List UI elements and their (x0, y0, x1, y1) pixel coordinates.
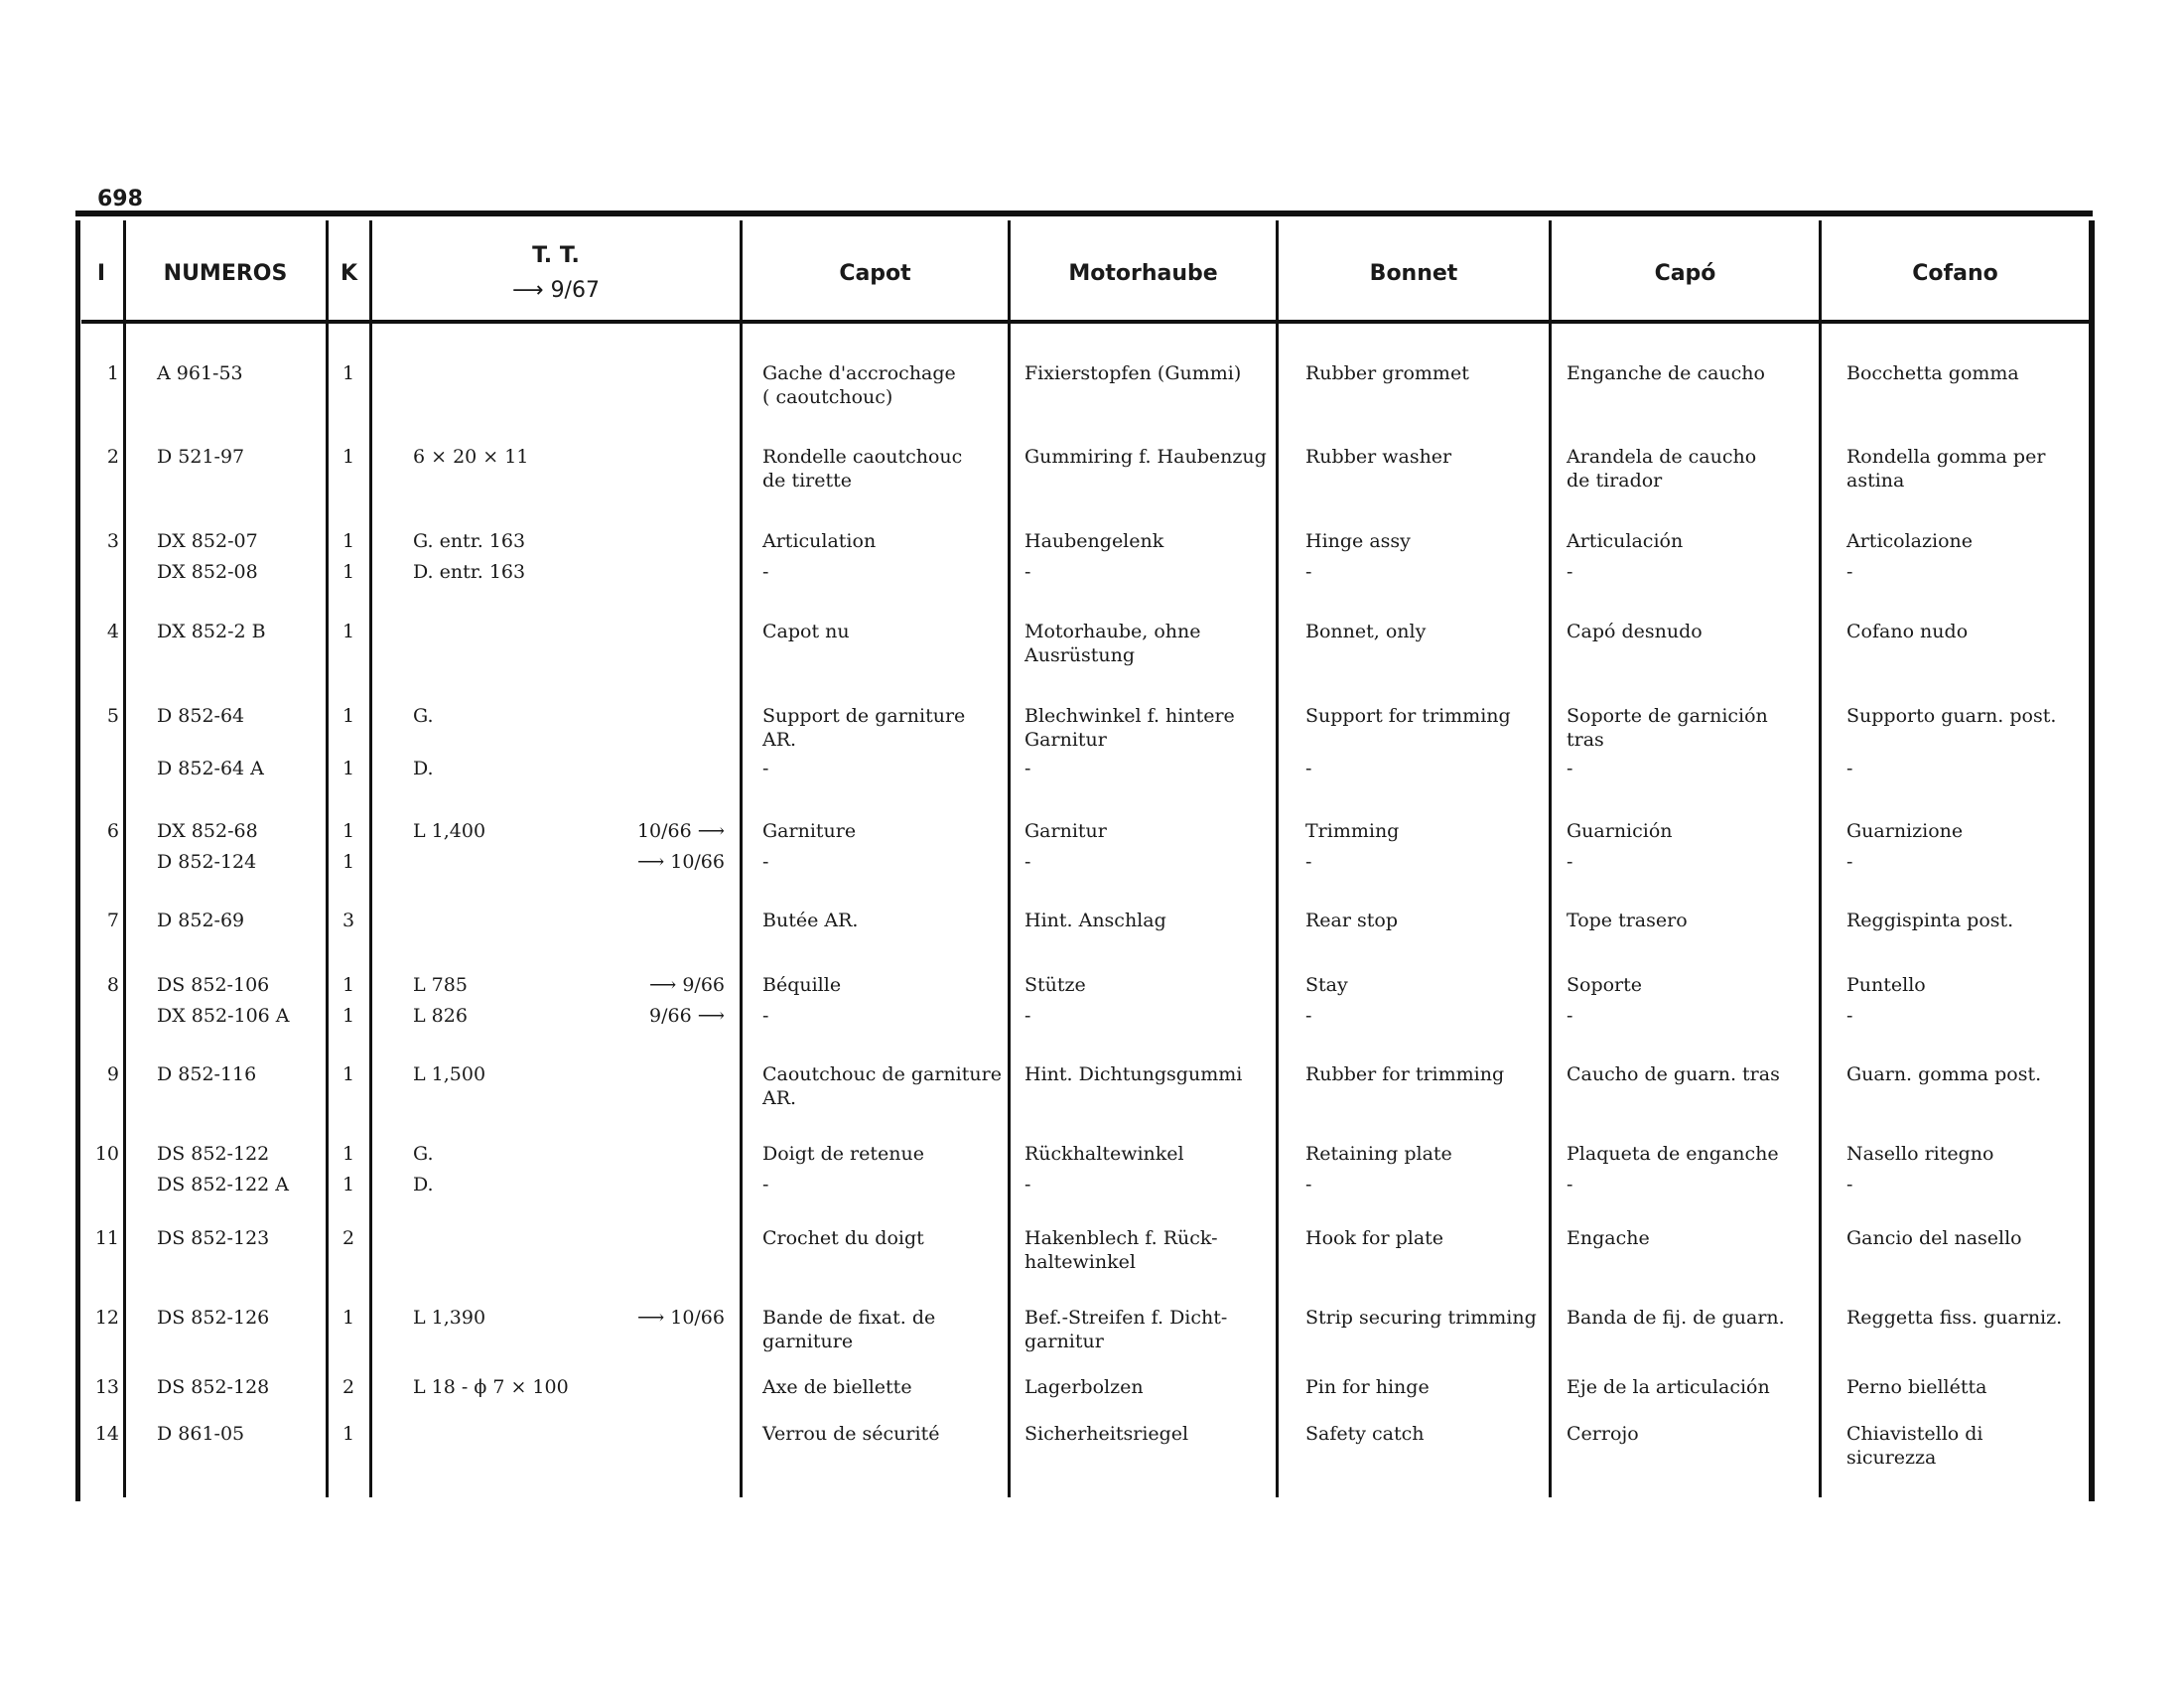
desc-fr: Garniture (762, 820, 857, 842)
desc-fr: Doigt de retenue (762, 1143, 924, 1165)
part-number: DS 852-106 (157, 974, 270, 996)
desc-de: - (1024, 1174, 1031, 1196)
desc-de: Fixierstopfen (Gummi) (1024, 362, 1242, 384)
column-rule (740, 220, 743, 1497)
desc-en: - (1305, 758, 1312, 779)
desc-it: - (1846, 561, 1853, 583)
desc-en: Safety catch (1305, 1423, 1425, 1445)
desc-es: Plaqueta de enganche (1567, 1143, 1779, 1165)
tt-spec: G. (413, 1143, 434, 1165)
row-index: 9 (106, 1063, 119, 1085)
row-index: 13 (94, 1376, 119, 1398)
desc-it: Rondella gomma per astina (1846, 446, 2046, 492)
part-number: DX 852-68 (157, 820, 258, 842)
desc-it: - (1846, 1174, 1853, 1196)
desc-it: Reggispinta post. (1846, 910, 2014, 931)
desc-es: - (1567, 561, 1573, 583)
tt-spec: D. entr. 163 (413, 561, 526, 583)
tt-date: 9/66 ⟶ (649, 1005, 725, 1027)
tt-spec: G. entr. 163 (413, 530, 526, 552)
desc-es: - (1567, 1174, 1573, 1196)
column-rule (1276, 220, 1279, 1497)
desc-it: Reggetta fiss. guarniz. (1846, 1307, 2063, 1329)
desc-fr: Gache d'accrochage ( caoutchouc) (762, 362, 956, 408)
row-index: 2 (106, 446, 119, 468)
desc-fr: Bande de fixat. de garniture (762, 1307, 936, 1352)
part-number: D 852-116 (157, 1063, 257, 1085)
desc-fr: Butée AR. (762, 910, 859, 931)
part-number: D 521-97 (157, 446, 245, 468)
desc-en: Pin for hinge (1305, 1376, 1430, 1398)
desc-de: Hint. Anschlag (1024, 910, 1166, 931)
desc-de: Lagerbolzen (1024, 1376, 1144, 1398)
header-es: Capó (1654, 260, 1716, 286)
desc-de: - (1024, 1005, 1031, 1027)
desc-es: Cerrojo (1567, 1423, 1639, 1445)
tt-date: 10/66 ⟶ (636, 820, 725, 842)
desc-de: Motorhaube, ohne Ausrüstung (1024, 621, 1201, 666)
desc-it: Bocchetta gomma (1846, 362, 2019, 384)
tt-spec: L 1,390 (413, 1307, 486, 1329)
desc-en: Rubber for trimming (1305, 1063, 1505, 1085)
part-number: DS 852-128 (157, 1376, 270, 1398)
desc-en: Rear stop (1305, 910, 1398, 931)
tt-spec: L 1,400 (413, 820, 486, 842)
desc-es: Caucho de guarn. tras (1567, 1063, 1780, 1085)
desc-fr: - (762, 758, 769, 779)
desc-es: Tope trasero (1567, 910, 1688, 931)
part-number: DS 852-123 (157, 1227, 270, 1249)
desc-de: Hakenblech f. Rück- haltewinkel (1024, 1227, 1218, 1273)
header-tt-title: T. T. (532, 243, 580, 268)
row-index: 11 (94, 1227, 119, 1249)
desc-en: - (1305, 1174, 1312, 1196)
desc-fr: Crochet du doigt (762, 1227, 924, 1249)
column-rule (369, 220, 372, 1497)
desc-fr: Rondelle caoutchouc de tirette (762, 446, 963, 492)
desc-de: - (1024, 758, 1031, 779)
desc-fr: Verrou de sécurité (762, 1423, 940, 1445)
desc-it: Gancio del nasello (1846, 1227, 2022, 1249)
row-index: 8 (106, 974, 119, 996)
desc-fr: Axe de biellette (762, 1376, 912, 1398)
desc-de: Garnitur (1024, 820, 1107, 842)
desc-en: - (1305, 851, 1312, 873)
desc-de: Rückhaltewinkel (1024, 1143, 1184, 1165)
tt-spec: D. (413, 1174, 434, 1196)
tt-arrow-icon: ⟶ (512, 278, 544, 303)
part-number: DX 852-08 (157, 561, 258, 583)
header-k: K (340, 260, 358, 286)
tt-date: ⟶ 10/66 (636, 851, 725, 873)
tt-spec: G. (413, 705, 434, 727)
desc-de: Blechwinkel f. hintere Garnitur (1024, 705, 1235, 751)
desc-es: Soporte (1567, 974, 1643, 996)
quantity: 1 (342, 362, 355, 384)
part-number: DX 852-2 B (157, 621, 266, 642)
desc-fr: - (762, 851, 769, 873)
desc-fr: Béquille (762, 974, 842, 996)
desc-de: Gummiring f. Haubenzug (1024, 446, 1267, 468)
desc-en: Support for trimming (1305, 705, 1511, 727)
desc-en: Rubber washer (1305, 446, 1452, 468)
desc-en: Trimming (1305, 820, 1400, 842)
quantity: 1 (342, 705, 355, 727)
tt-date: ⟶ 10/66 (636, 1307, 725, 1329)
desc-fr: Articulation (762, 530, 877, 552)
desc-fr: - (762, 561, 769, 583)
desc-it: Nasello ritegno (1846, 1143, 1994, 1165)
desc-en: - (1305, 561, 1312, 583)
desc-fr: Capot nu (762, 621, 850, 642)
quantity: 2 (342, 1376, 355, 1398)
desc-it: Articolazione (1846, 530, 1974, 552)
desc-es: Enganche de caucho (1567, 362, 1765, 384)
desc-it: Puntello (1846, 974, 1926, 996)
header-tt-sub: ⟶ 9/67 (512, 278, 600, 303)
row-index: 4 (106, 621, 119, 642)
desc-it: Guarnizione (1846, 820, 1964, 842)
desc-de: Haubengelenk (1024, 530, 1164, 552)
part-number: D 852-64 A (157, 758, 264, 779)
quantity: 1 (342, 446, 355, 468)
row-index: 14 (94, 1423, 119, 1445)
desc-de: Sicherheitsriegel (1024, 1423, 1189, 1445)
row-index: 5 (106, 705, 119, 727)
desc-en: Rubber grommet (1305, 362, 1469, 384)
header-rule (81, 320, 2089, 324)
header-de: Motorhaube (1068, 260, 1218, 286)
desc-en: Retaining plate (1305, 1143, 1452, 1165)
desc-es: Arandela de caucho de tirador (1567, 446, 1757, 492)
tt-spec: D. (413, 758, 434, 779)
quantity: 1 (342, 530, 355, 552)
desc-es: Capó desnudo (1567, 621, 1703, 642)
part-number: A 961-53 (157, 362, 243, 384)
desc-es: Articulación (1567, 530, 1684, 552)
desc-es: - (1567, 758, 1573, 779)
quantity: 1 (342, 851, 355, 873)
desc-en: Bonnet, only (1305, 621, 1427, 642)
desc-it: Cofano nudo (1846, 621, 1969, 642)
quantity: 3 (342, 910, 355, 931)
quantity: 1 (342, 1005, 355, 1027)
row-index: 12 (94, 1307, 119, 1329)
desc-es: Banda de fij. de guarn. (1567, 1307, 1785, 1329)
quantity: 1 (342, 1307, 355, 1329)
tt-spec: L 1,500 (413, 1063, 486, 1085)
tt-spec: L 785 (413, 974, 468, 996)
row-index: 7 (106, 910, 119, 931)
header-it: Cofano (1912, 260, 1998, 286)
header-tt (372, 228, 740, 318)
row-index: 1 (106, 362, 119, 384)
page-number: 698 (97, 187, 143, 211)
desc-fr: - (762, 1174, 769, 1196)
tt-date: ⟶ 9/66 (649, 974, 725, 996)
part-number: DX 852-106 A (157, 1005, 290, 1027)
part-number: D 852-69 (157, 910, 245, 931)
tt-spec: L 18 - ϕ 7 × 100 (413, 1376, 569, 1398)
part-number: D 861-05 (157, 1423, 245, 1445)
quantity: 1 (342, 758, 355, 779)
desc-en: Hook for plate (1305, 1227, 1444, 1249)
desc-de: Stütze (1024, 974, 1086, 996)
desc-it: - (1846, 1005, 1853, 1027)
quantity: 1 (342, 820, 355, 842)
desc-de: - (1024, 561, 1031, 583)
desc-fr: Support de garniture AR. (762, 705, 966, 751)
desc-it: Chiavistello di sicurezza (1846, 1423, 1983, 1469)
part-number: D 852-64 (157, 705, 245, 727)
desc-fr: - (762, 1005, 769, 1027)
column-rule (1008, 220, 1011, 1497)
quantity: 1 (342, 1143, 355, 1165)
desc-it: - (1846, 758, 1853, 779)
column-rule (1549, 220, 1552, 1497)
desc-fr: Caoutchouc de garniture AR. (762, 1063, 1002, 1109)
part-number: DX 852-07 (157, 530, 258, 552)
desc-it: Supporto guarn. post. (1846, 705, 2057, 727)
quantity: 1 (342, 1423, 355, 1445)
quantity: 2 (342, 1227, 355, 1249)
desc-es: Eje de la articulación (1567, 1376, 1770, 1398)
desc-en: Strip securing trimming (1305, 1307, 1537, 1329)
desc-es: - (1567, 851, 1573, 873)
row-index: 3 (106, 530, 119, 552)
desc-de: Bef.-Streifen f. Dicht- garnitur (1024, 1307, 1228, 1352)
desc-de: Hint. Dichtungsgummi (1024, 1063, 1243, 1085)
part-number: DS 852-122 (157, 1143, 270, 1165)
header-index: I (96, 260, 106, 286)
desc-it: Perno biellétta (1846, 1376, 1987, 1398)
desc-it: Guarn. gomma post. (1846, 1063, 2042, 1085)
tt-spec: 6 × 20 × 11 (413, 446, 529, 468)
row-index: 6 (106, 820, 119, 842)
quantity: 1 (342, 1063, 355, 1085)
desc-de: - (1024, 851, 1031, 873)
column-rule (326, 220, 329, 1497)
desc-en: - (1305, 1005, 1312, 1027)
column-rule (1819, 220, 1822, 1497)
column-rule (2089, 220, 2095, 1501)
quantity: 1 (342, 561, 355, 583)
desc-it: - (1846, 851, 1853, 873)
header-fr: Capot (839, 260, 911, 286)
quantity: 1 (342, 1174, 355, 1196)
row-index: 10 (94, 1143, 119, 1165)
desc-en: Stay (1305, 974, 1348, 996)
part-number: D 852-124 (157, 851, 257, 873)
quantity: 1 (342, 621, 355, 642)
tt-spec: L 826 (413, 1005, 468, 1027)
desc-es: - (1567, 1005, 1573, 1027)
desc-es: Guarnición (1567, 820, 1673, 842)
part-number: DS 852-126 (157, 1307, 270, 1329)
header-numeros: NUMEROS (163, 260, 288, 286)
desc-en: Hinge assy (1305, 530, 1411, 552)
part-number: DS 852-122 A (157, 1174, 289, 1196)
quantity: 1 (342, 974, 355, 996)
header-en: Bonnet (1369, 260, 1458, 286)
desc-es: Engache (1567, 1227, 1650, 1249)
desc-es: Soporte de garnición tras (1567, 705, 1768, 751)
column-rule (123, 220, 126, 1497)
